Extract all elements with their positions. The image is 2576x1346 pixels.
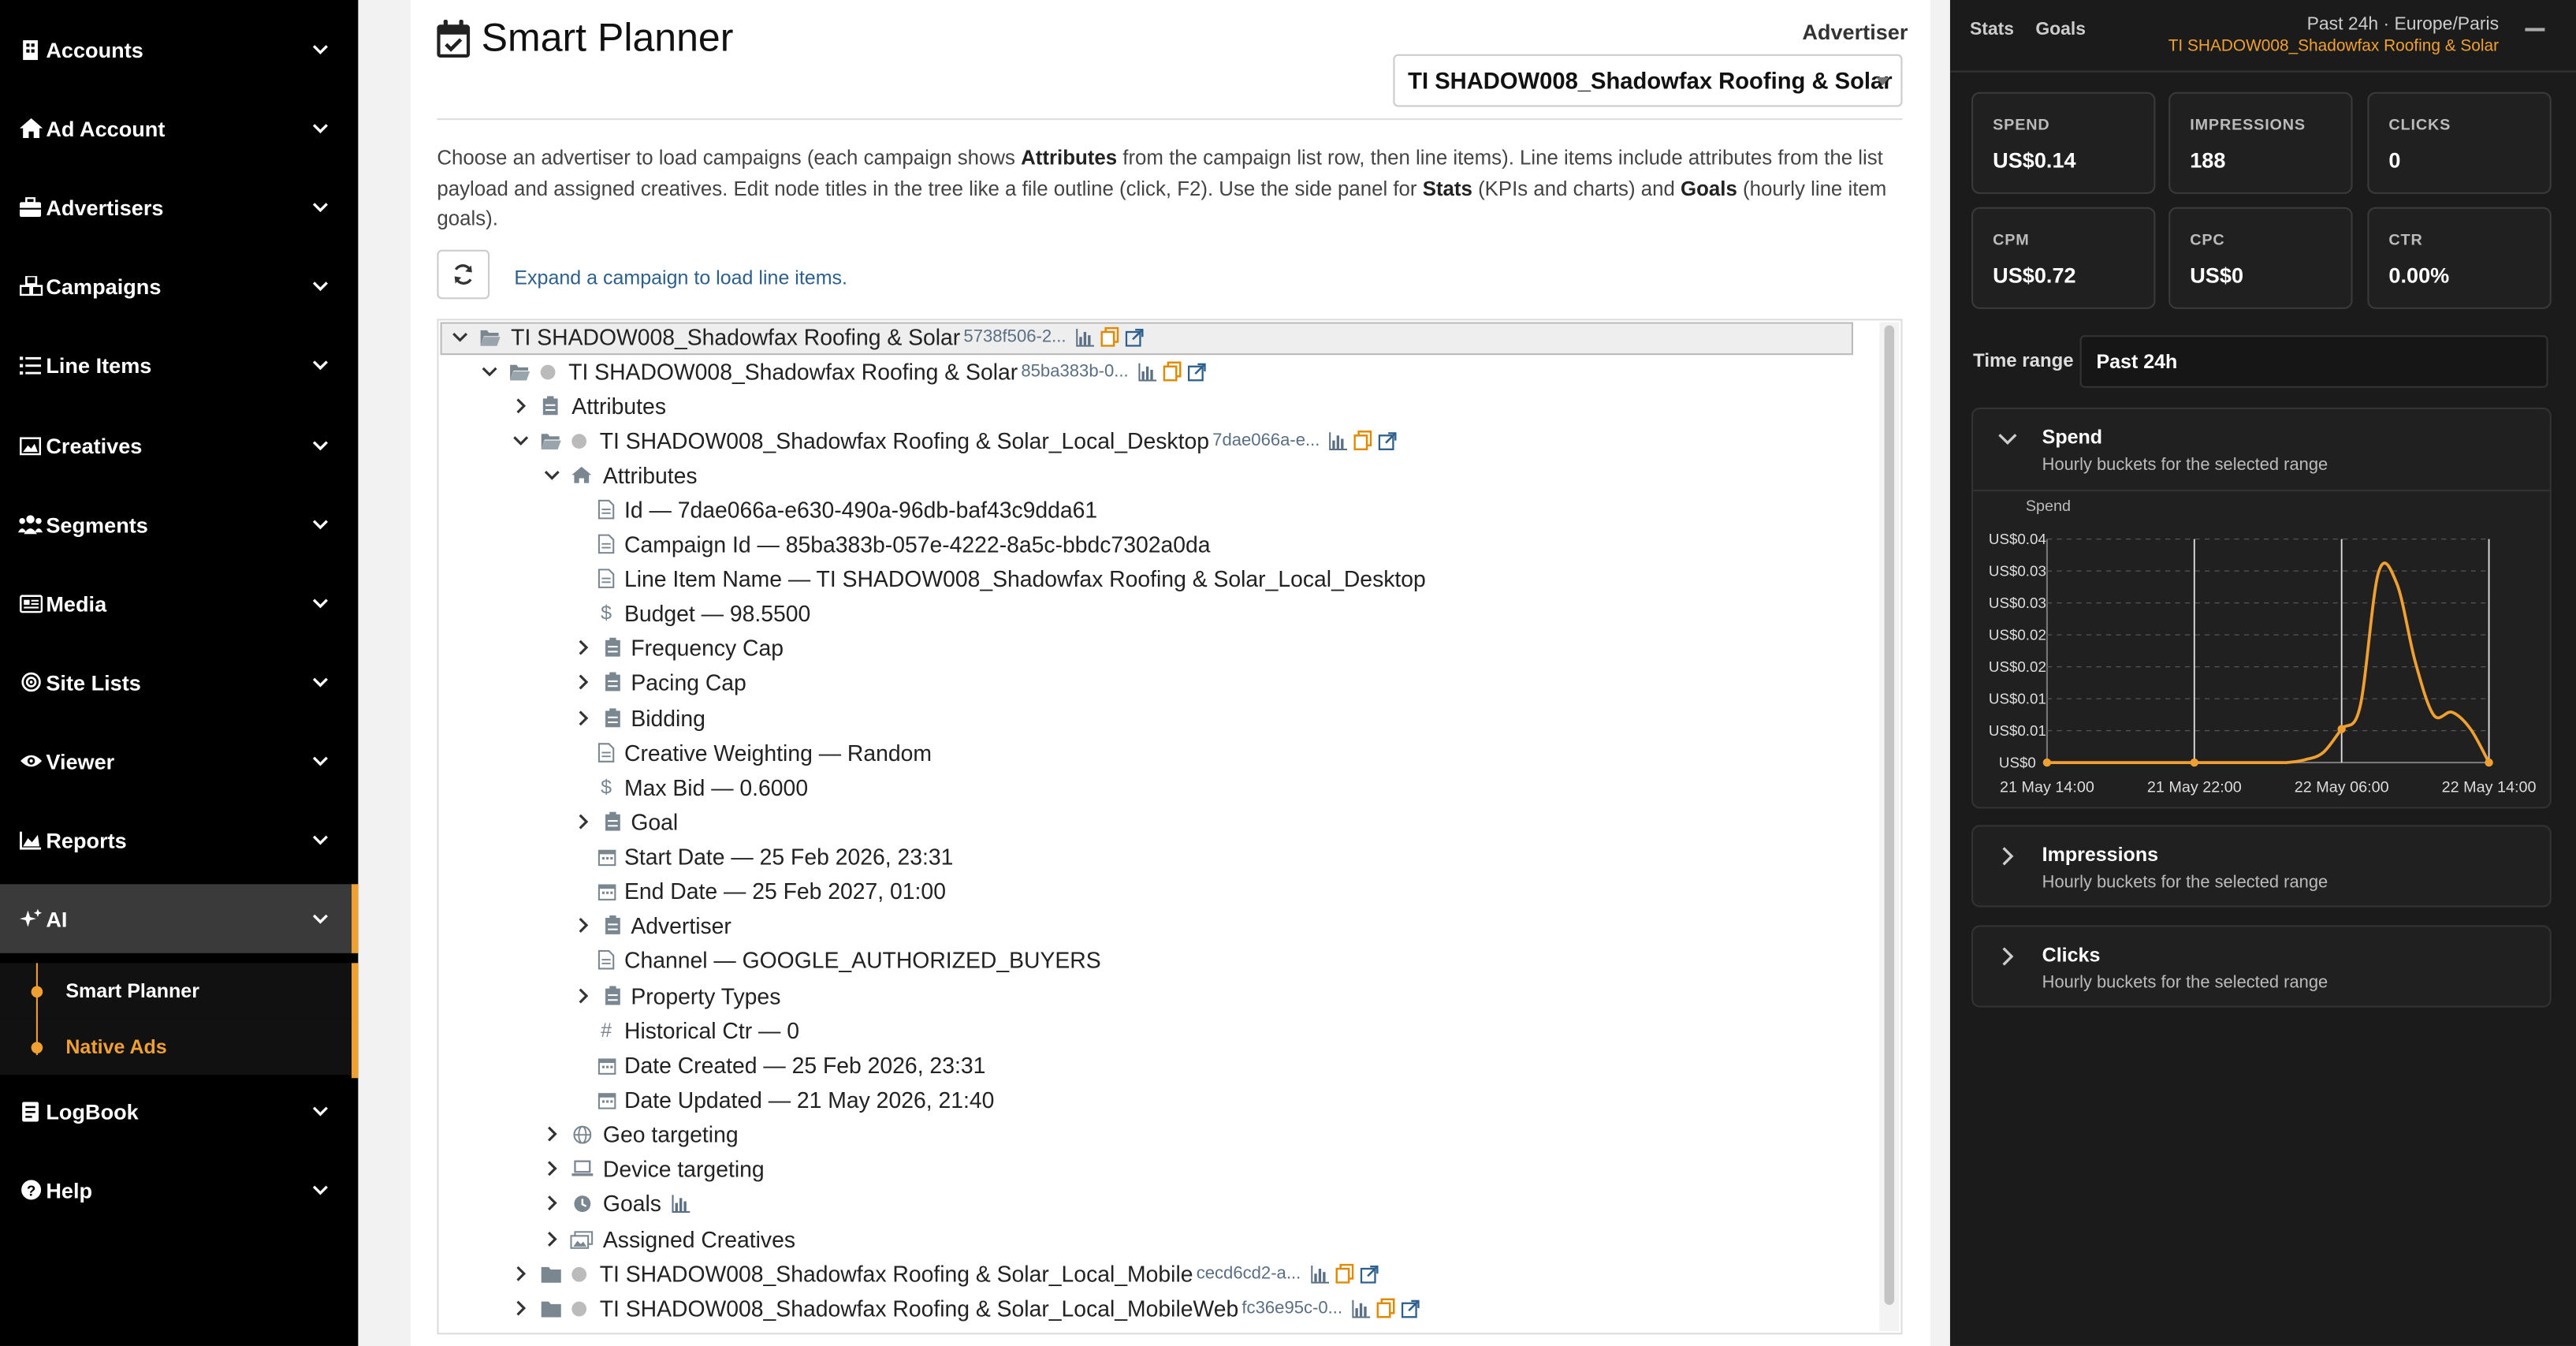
kpi-cpm xyxy=(1971,207,2155,309)
tree-leaf[interactable] xyxy=(571,528,1210,561)
card-subtitle: Hourly buckets for the selected range xyxy=(2042,872,2328,893)
chevron-right-icon[interactable] xyxy=(541,1160,564,1176)
submenu-line xyxy=(36,963,38,1055)
kpi-label: IMPRESSIONS xyxy=(2190,116,2306,135)
chevron-down-icon xyxy=(312,38,329,61)
panel-advertiser: TI SHADOW008_Shadowfax Roofing & Solar xyxy=(2168,37,2500,56)
tree-leaf-text[interactable]: End Date — 25 Feb 2027, 01:00 xyxy=(624,878,946,904)
users-icon xyxy=(18,514,43,534)
kpi-label: CLICKS xyxy=(2388,116,2451,135)
tree-node-title[interactable]: Frequency Cap xyxy=(631,635,784,660)
chevron-down-icon xyxy=(312,196,329,218)
advertiser-select[interactable] xyxy=(1393,54,1902,107)
sidebar-item-ai[interactable] xyxy=(0,884,358,953)
sidebar-item-viewer[interactable] xyxy=(0,736,358,786)
chevron-right-icon[interactable] xyxy=(541,1195,564,1211)
card-title[interactable]: Spend xyxy=(2042,425,2103,449)
external-link-icon[interactable] xyxy=(1188,363,1206,381)
folder-open-icon xyxy=(508,363,530,381)
spend-series-line xyxy=(2047,563,2489,762)
file-icon xyxy=(594,950,617,970)
kpi-impressions xyxy=(2168,92,2352,194)
time-range-label: Time range xyxy=(1973,352,2074,372)
sidebar-item-label: Reports xyxy=(46,827,127,852)
divider xyxy=(437,118,1902,120)
chevron-right-icon[interactable] xyxy=(571,917,594,934)
sidebar-item-label: Media xyxy=(46,591,107,616)
tree-node[interactable] xyxy=(571,666,746,699)
refresh-button[interactable] xyxy=(437,250,490,300)
node-id: 85ba383b-0... xyxy=(1021,361,1129,382)
kpi-value: US$0.14 xyxy=(1993,147,2076,173)
sidebar xyxy=(0,0,358,1346)
status-dot xyxy=(571,1266,586,1281)
sidebar-item-label: Campaigns xyxy=(46,274,162,299)
chevron-down-icon xyxy=(312,274,329,297)
y-tick-label: US$0.01 xyxy=(1988,690,2046,707)
kpi-value: US$0.72 xyxy=(1993,263,2076,288)
tree-leaf[interactable] xyxy=(571,493,1097,526)
advertiser-label: Advertiser xyxy=(1802,20,1908,45)
chart-title: Spend xyxy=(2025,498,2072,516)
chevron-right-icon[interactable] xyxy=(541,1231,564,1247)
sidebar-item-accounts[interactable] xyxy=(0,24,358,74)
tree-node[interactable] xyxy=(571,909,731,942)
stats-icon[interactable] xyxy=(1076,328,1094,346)
chevron-down-icon xyxy=(312,434,329,457)
node-id: fc36e95c-0... xyxy=(1241,1298,1343,1318)
tree-node-line-item[interactable] xyxy=(509,1257,1378,1290)
clipboard-icon xyxy=(601,812,624,832)
tree-leaf-text[interactable]: Id — 7dae066a-e630-490a-96db-baf43c9dda61 xyxy=(624,497,1098,522)
chevron-down-icon xyxy=(312,1178,329,1201)
chevron-down-icon xyxy=(312,1099,329,1122)
sidebar-item-label: Accounts xyxy=(46,36,143,62)
tree-scrollbar[interactable] xyxy=(1879,323,1899,1332)
y-tick-label: US$0.03 xyxy=(1988,562,2046,580)
calendar-icon xyxy=(594,882,617,900)
sidebar-item-label: Ad Account xyxy=(46,115,166,141)
chevron-down-icon xyxy=(312,117,329,140)
help-icon xyxy=(18,1180,43,1199)
copy-icon[interactable] xyxy=(1163,362,1181,382)
tree-leaf-text[interactable]: Historical Ctr — 0 xyxy=(624,1018,799,1043)
tree-node-line-item[interactable] xyxy=(509,1292,1420,1325)
file-icon xyxy=(594,500,617,520)
calendar-check-icon xyxy=(435,20,471,59)
tree-leaf-text[interactable]: Start Date — 25 Feb 2026, 23:31 xyxy=(624,844,954,869)
tree-node[interactable] xyxy=(571,702,705,735)
card-subtitle: Hourly buckets for the selected range xyxy=(2042,455,2328,475)
kpi-value: 188 xyxy=(2190,147,2226,173)
desc-bold: Stats xyxy=(1422,177,1472,200)
sidebar-item-label: AI xyxy=(46,906,68,931)
external-link-icon[interactable] xyxy=(1360,1265,1378,1283)
hint-text: Expand a campaign to load line items. xyxy=(514,266,848,289)
sidebar-subitem-smart-planner[interactable] xyxy=(0,963,358,1019)
external-link-icon[interactable] xyxy=(1126,328,1144,346)
calendar-icon xyxy=(594,1091,617,1109)
chevron-down-icon xyxy=(312,670,329,693)
sidebar-item-label: Segments xyxy=(46,512,148,537)
sidebar-item-media[interactable] xyxy=(0,579,358,628)
chevron-right-icon[interactable] xyxy=(509,397,532,414)
laptop-icon xyxy=(570,1160,593,1176)
tree-node-title[interactable]: TI SHADOW008_Shadowfax Roofing & Solar_Local_Desktop xyxy=(599,427,1210,453)
page-title-text: Smart Planner xyxy=(481,16,734,62)
sidebar-item-label: Help xyxy=(46,1177,93,1202)
chevron-down-icon xyxy=(312,513,329,535)
time-range-select[interactable]: Past 24h xyxy=(2080,335,2548,388)
hash-icon: # xyxy=(601,1019,612,1042)
tree-node-line-item[interactable] xyxy=(509,424,1397,457)
tree-leaf[interactable] xyxy=(571,1083,994,1116)
x-tick-label: 21 May 22:00 xyxy=(2146,778,2242,796)
node-id: cecd6cd2-a... xyxy=(1196,1263,1301,1284)
external-link-icon[interactable] xyxy=(1402,1299,1420,1318)
clipboard-icon xyxy=(601,986,624,1006)
chevron-down-icon[interactable] xyxy=(509,434,532,447)
card-subtitle: Hourly buckets for the selected range xyxy=(2042,972,2328,993)
y-tick-label: US$0.02 xyxy=(1988,626,2046,643)
chevron-down-icon xyxy=(312,591,329,614)
tree-node-geo-targeting[interactable] xyxy=(541,1117,739,1150)
tree-node-title[interactable]: Pacing Cap xyxy=(631,669,746,695)
tree-node-title[interactable]: Device targeting xyxy=(602,1156,765,1181)
chevron-right-icon[interactable] xyxy=(509,1266,532,1282)
tree-node-title[interactable]: TI SHADOW008_Shadowfax Roofing & Solar_Local_MobileWeb xyxy=(599,1296,1239,1321)
tree-node[interactable] xyxy=(571,805,678,838)
tree-node-attributes[interactable] xyxy=(541,458,698,491)
y-tick-label: US$0.03 xyxy=(1988,594,2046,611)
sidebar-item-label: Site Lists xyxy=(46,669,141,695)
x-tick-label: 22 May 14:00 xyxy=(2441,778,2537,796)
file-icon xyxy=(594,743,617,762)
tree-leaf-text[interactable]: Campaign Id — 85ba383b-057e-4222-8a5c-bbdc7302a0da xyxy=(624,531,1211,557)
sidebar-item-reports[interactable] xyxy=(0,815,358,865)
refresh-icon xyxy=(452,263,475,285)
tree-node-title[interactable]: Goals xyxy=(602,1191,661,1216)
status-dot xyxy=(571,433,586,448)
kpi-label: CTR xyxy=(2388,231,2423,250)
collapse-panel-icon[interactable] xyxy=(2525,28,2544,31)
sidebar-item-label: Advertisers xyxy=(46,194,164,220)
kpi-ctr xyxy=(2367,207,2551,309)
dollar-icon: $ xyxy=(601,775,612,799)
folder-open-icon xyxy=(478,328,501,346)
tree-node-title[interactable]: Attributes xyxy=(602,462,698,487)
list-icon xyxy=(18,356,43,374)
tree-node-title[interactable]: TI SHADOW008_Shadowfax Roofing & Solar xyxy=(568,359,1018,384)
folder-open-icon xyxy=(539,431,562,449)
sidebar-subitem-label: Native Ads xyxy=(65,1035,167,1059)
copy-icon[interactable] xyxy=(1377,1299,1395,1318)
sidebar-item-ad-account[interactable] xyxy=(0,103,358,153)
tree-leaf[interactable] xyxy=(571,562,1425,595)
data-point xyxy=(2191,759,2198,766)
clipboard-icon xyxy=(601,708,624,728)
tab-goals[interactable]: Goals xyxy=(2035,20,2086,40)
desc-bold: Attributes xyxy=(1021,146,1118,170)
tree-node-title[interactable]: Advertiser xyxy=(631,912,731,938)
tree-leaf-text[interactable]: Channel — GOOGLE_AUTHORIZED_BUYERS xyxy=(624,947,1101,972)
chevron-down-icon[interactable] xyxy=(541,468,564,482)
book-icon xyxy=(18,1100,43,1121)
tree-node[interactable] xyxy=(571,631,784,664)
sidebar-subitem-label: Smart Planner xyxy=(65,979,199,1003)
chevron-down-icon xyxy=(312,749,329,772)
desc-part: from the campaign list row, then line items). Line items include attributes from the list payload and assigned creatives. Edit node titles in the tree like a file outline (click, F2). Use the side panel for xyxy=(437,146,1883,200)
chevron-right-icon[interactable] xyxy=(571,988,594,1005)
sidebar-subitem-native-ads[interactable] xyxy=(0,1019,358,1075)
kpi-label: CPC xyxy=(2190,231,2225,250)
image-icon xyxy=(18,436,43,454)
chevron-down-icon[interactable] xyxy=(478,365,501,378)
media-icon xyxy=(18,594,43,612)
tree-node-title[interactable]: Attributes xyxy=(571,393,666,419)
sidebar-item-label: Creatives xyxy=(46,433,143,458)
submenu-accent-bar xyxy=(352,963,358,1078)
file-icon xyxy=(594,534,617,554)
chevron-down-icon xyxy=(312,907,329,930)
kpi-value: 0 xyxy=(2388,147,2401,173)
kpi-spend xyxy=(1971,92,2155,194)
tree-node-title[interactable]: TI SHADOW008_Shadowfax Roofing & Solar_Local_Mobile xyxy=(599,1261,1193,1286)
globe-icon xyxy=(570,1125,593,1143)
tree-node-title[interactable]: Property Types xyxy=(631,983,781,1009)
tree-leaf-text[interactable]: Date Updated — 21 May 2026, 21:40 xyxy=(624,1087,995,1112)
stats-icon[interactable] xyxy=(671,1194,689,1212)
card-divider xyxy=(1973,490,2550,491)
sidebar-item-campaigns[interactable] xyxy=(0,261,358,311)
desc-part: (KPIs and charts) and xyxy=(1472,177,1681,200)
clipboard-icon xyxy=(601,638,624,658)
external-link-icon[interactable] xyxy=(1379,431,1397,449)
desc-part: (hourly line item goals). xyxy=(437,177,1887,231)
chevron-down-icon[interactable] xyxy=(1997,429,2017,449)
tab-stats[interactable]: Stats xyxy=(1969,20,2015,40)
home-icon xyxy=(18,118,43,138)
tree-node-assigned-creatives[interactable] xyxy=(541,1223,795,1256)
advertiser-select-value: TI SHADOW008_Shadowfax Roofing & Solar xyxy=(1408,67,1893,94)
cubes-icon xyxy=(18,276,43,296)
calendar-icon xyxy=(594,847,617,865)
chevron-right-icon[interactable] xyxy=(571,639,594,656)
chevron-down-icon[interactable] xyxy=(449,330,471,344)
y-tick-label: US$0.04 xyxy=(1988,530,2046,547)
tree-node-attributes[interactable] xyxy=(509,390,666,423)
x-tick-label: 22 May 06:00 xyxy=(2294,778,2389,796)
chevron-down-icon xyxy=(312,353,329,376)
calendar-icon xyxy=(594,1056,617,1074)
card-title[interactable]: Clicks xyxy=(2042,943,2101,967)
stats-icon[interactable] xyxy=(1311,1265,1329,1283)
sidebar-item-creatives[interactable] xyxy=(0,421,358,471)
description-text xyxy=(437,143,1899,234)
desc-part: Choose an advertiser to load campaigns (each campaign shows xyxy=(437,146,1022,170)
target-icon xyxy=(18,672,43,692)
chevron-right-icon[interactable] xyxy=(1997,946,2017,966)
tree-node-title[interactable]: Geo targeting xyxy=(602,1121,739,1147)
tree-leaf[interactable] xyxy=(571,1049,985,1082)
clipboard-icon xyxy=(539,396,562,416)
page-title xyxy=(435,17,733,62)
node-id: 5738f506-2... xyxy=(963,326,1067,347)
tree-leaf-text[interactable]: Budget — 98.5500 xyxy=(624,600,811,626)
clock-icon xyxy=(570,1194,593,1212)
clipboard-icon xyxy=(601,915,624,935)
chevron-down-icon xyxy=(312,828,329,851)
tree-node-goals[interactable] xyxy=(541,1187,690,1220)
caret-down-icon xyxy=(1876,77,1889,85)
tree-leaf[interactable] xyxy=(571,1014,799,1047)
tree-node-title[interactable]: Assigned Creatives xyxy=(602,1226,796,1252)
data-point xyxy=(2337,725,2345,733)
images-icon xyxy=(570,1230,593,1248)
tree-node[interactable] xyxy=(571,979,780,1012)
tree-leaf[interactable] xyxy=(571,770,808,803)
kpi-clicks xyxy=(2367,92,2551,194)
tree-leaf-text[interactable]: Max Bid — 0.6000 xyxy=(624,774,809,800)
dollar-icon: $ xyxy=(601,601,612,625)
chart-card-clicks[interactable] xyxy=(1971,925,2552,1007)
sidebar-item-segments[interactable] xyxy=(0,500,358,550)
y-tick-label: US$0.02 xyxy=(1988,658,2046,675)
tree-node-title[interactable]: TI SHADOW008_Shadowfax Roofing & Solar xyxy=(511,324,961,349)
node-id: 7dae066a-e... xyxy=(1212,431,1320,451)
tree-leaf[interactable] xyxy=(571,597,810,630)
folder-icon xyxy=(539,1299,562,1318)
tree-leaf[interactable] xyxy=(571,874,946,908)
tree-leaf[interactable] xyxy=(571,943,1100,976)
data-point xyxy=(2043,759,2051,766)
data-point xyxy=(2485,759,2492,766)
sidebar-item-site-lists[interactable] xyxy=(0,658,358,707)
status-dot xyxy=(571,1301,586,1316)
sidebar-item-help[interactable] xyxy=(0,1165,358,1215)
chart-card-impressions[interactable] xyxy=(1971,825,2552,907)
tree-leaf-text[interactable]: Line Item Name — TI SHADOW008_Shadowfax Roofing & Solar_Local_Desktop xyxy=(624,566,1426,591)
sidebar-item-logbook[interactable] xyxy=(0,1087,358,1136)
panel-divider xyxy=(1950,71,2576,73)
kpi-cpc xyxy=(2168,207,2352,309)
tree-node-campaign[interactable] xyxy=(478,355,1206,388)
kpi-label: SPEND xyxy=(1993,116,2050,135)
chevron-right-icon[interactable] xyxy=(571,814,594,830)
building-icon xyxy=(18,39,43,60)
range-info: Past 24h · Europe/Paris xyxy=(2306,14,2500,35)
chevron-right-icon[interactable] xyxy=(1997,846,2017,866)
kpi-label: CPM xyxy=(1993,231,2030,250)
chart-icon xyxy=(18,831,43,849)
tree-leaf[interactable] xyxy=(571,840,953,873)
scrollbar-thumb[interactable] xyxy=(1885,326,1895,1305)
chevron-right-icon[interactable] xyxy=(571,710,594,726)
status-dot xyxy=(541,364,556,379)
copy-icon[interactable] xyxy=(1335,1264,1353,1284)
x-tick-label: 21 May 14:00 xyxy=(1999,778,2094,796)
chevron-right-icon[interactable] xyxy=(541,1126,564,1143)
chevron-right-icon[interactable] xyxy=(509,1300,532,1317)
stats-icon[interactable] xyxy=(1138,363,1156,381)
file-icon xyxy=(594,569,617,588)
sidebar-item-label: LogBook xyxy=(46,1098,139,1124)
kpi-value: US$0 xyxy=(2190,263,2244,288)
copy-icon[interactable] xyxy=(1100,327,1119,347)
sidebar-item-label: Viewer xyxy=(46,748,115,774)
tree-leaf[interactable] xyxy=(571,736,932,770)
desc-bold: Goals xyxy=(1681,177,1737,200)
chevron-right-icon[interactable] xyxy=(571,674,594,691)
y-tick-label: US$0.01 xyxy=(1988,721,2046,739)
tree-leaf-text[interactable]: Creative Weighting — Random xyxy=(624,740,932,766)
sidebar-item-line-items[interactable] xyxy=(0,340,358,390)
spend-line-chart xyxy=(1971,523,2550,805)
kpi-value: 0.00% xyxy=(2388,263,2450,288)
sidebar-item-advertisers[interactable] xyxy=(0,182,358,232)
sparkle-icon xyxy=(18,909,43,929)
card-title[interactable]: Impressions xyxy=(2042,843,2159,867)
sidebar-item-label: Line Items xyxy=(46,352,152,378)
home-icon xyxy=(570,467,593,483)
stats-icon[interactable] xyxy=(1330,431,1348,449)
tree-node-campaign[interactable] xyxy=(449,320,1144,353)
tree-node-title[interactable]: Goal xyxy=(631,809,679,834)
folder-icon xyxy=(539,1265,562,1283)
tree-node-title[interactable]: Bidding xyxy=(631,706,705,731)
tree-node-device-targeting[interactable] xyxy=(541,1152,765,1185)
clipboard-icon xyxy=(601,672,624,692)
y-tick-label: US$0 xyxy=(1998,754,2036,771)
briefcase-icon xyxy=(18,197,43,217)
svg-text:?: ? xyxy=(25,1182,35,1199)
copy-icon[interactable] xyxy=(1354,431,1372,450)
stats-icon[interactable] xyxy=(1353,1299,1371,1318)
eye-icon xyxy=(18,753,43,770)
tree-leaf-text[interactable]: Date Created — 25 Feb 2026, 23:31 xyxy=(624,1052,986,1078)
